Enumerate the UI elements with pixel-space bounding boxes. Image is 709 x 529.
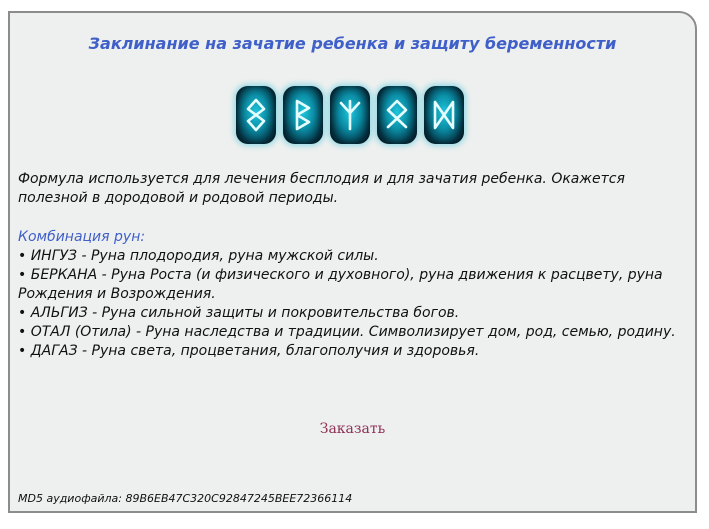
dagaz-rune-icon <box>424 86 464 144</box>
order-link[interactable]: Заказать <box>319 421 386 437</box>
berkana-rune-icon <box>283 86 323 144</box>
content-card <box>8 11 697 513</box>
list-item: • АЛЬГИЗ - Руна сильной защиты и покровительства богов. <box>18 305 460 321</box>
algiz-rune-icon <box>330 86 370 144</box>
page-title: Заклинание на зачатие ребенка и защиту беременности <box>88 34 617 53</box>
combination-heading: Комбинация рун: <box>18 229 146 245</box>
list-item: • ИНГУЗ - Руна плодородия, руна мужской силы. <box>18 248 379 264</box>
rune-combination-list <box>18 228 688 361</box>
othala-rune-icon <box>377 86 417 144</box>
formula-description: Формула используется для лечения бесплодия и для зачатия ребенка. Окажется полезной в дородовой и родовой периоды. <box>18 171 625 206</box>
ingwaz-rune-icon <box>236 86 276 144</box>
md5-hash-label: MD5 аудиофайла: 89B6EB47C320C92847245BEE72366114 <box>18 492 353 505</box>
list-item: • ДАГАЗ - Руна света, процветания, благополучия и здоровья. <box>18 343 480 359</box>
list-item: • БЕРКАНА - Руна Роста (и физического и духовного), руна движения к расцвету, руна Рождения и Возрождения. <box>18 267 663 302</box>
list-item: • ОТАЛ (Отила) - Руна наследства и традиции. Символизирует дом, род, семью, родину. <box>18 324 676 340</box>
rune-formula-image <box>236 86 464 144</box>
